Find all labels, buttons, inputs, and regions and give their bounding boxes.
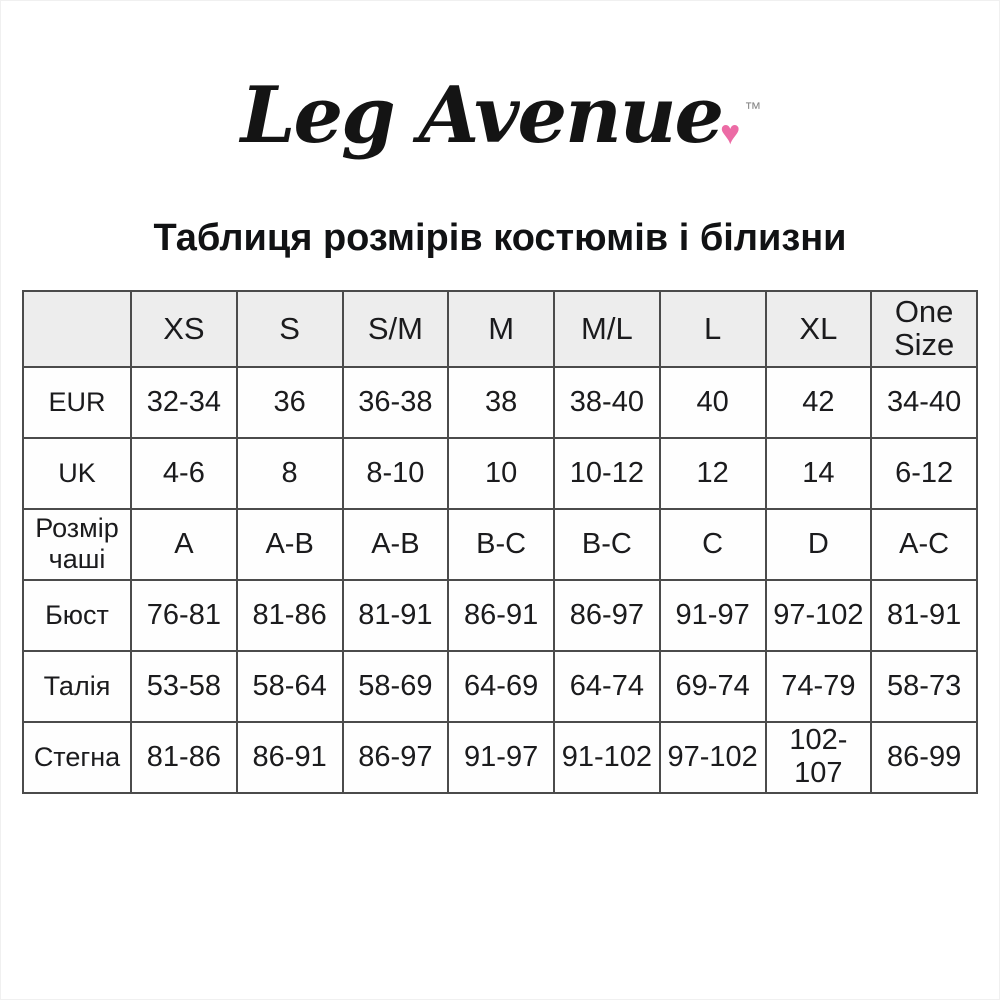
table-cell: B-C [448,509,554,580]
row-label-cell: Стегна [23,722,131,793]
table-cell: 97-102 [766,580,872,651]
table-cell: 86-91 [237,722,343,793]
table-cell: A [131,509,237,580]
table-cell: 10 [448,438,554,509]
table-cell: 6-12 [871,438,977,509]
table-cell: 69-74 [660,651,766,722]
table-cell: 32-34 [131,367,237,438]
table-cell: A-B [343,509,449,580]
table-cell: 38-40 [554,367,660,438]
table-header-cell: XS [131,291,237,367]
table-header-cell: S/M [343,291,449,367]
size-table [22,290,978,794]
table-cell: 40 [660,367,766,438]
table-cell: 91-97 [660,580,766,651]
table-header-cell: One Size [871,291,977,367]
table-header-cell: M/L [554,291,660,367]
table-cell: 12 [660,438,766,509]
table-cell: A-C [871,509,977,580]
row-label-cell: Розмір чаші [23,509,131,580]
table-cell: 36 [237,367,343,438]
table-cell: 38 [448,367,554,438]
table-cell: 64-69 [448,651,554,722]
table-header-cell: XL [766,291,872,367]
table-cell: 34-40 [871,367,977,438]
page-title: Таблиця розмірів костюмів і білизни [153,216,847,259]
table-cell: 58-73 [871,651,977,722]
table-row [23,367,977,438]
table-row [23,509,977,580]
corner-cell [23,291,131,367]
size-table-body [23,367,977,793]
table-cell: 58-64 [237,651,343,722]
table-header-cell: M [448,291,554,367]
table-cell: D [766,509,872,580]
table-row [23,722,977,793]
table-row [23,651,977,722]
header-row [23,291,977,367]
table-header-cell: L [660,291,766,367]
table-cell: 74-79 [766,651,872,722]
table-row [23,438,977,509]
size-table-header [23,291,977,367]
table-cell: 4-6 [131,438,237,509]
row-label-cell: Талія [23,651,131,722]
brand-logo [1,70,999,161]
table-cell: 42 [766,367,872,438]
table-cell: B-C [554,509,660,580]
table-cell: 58-69 [343,651,449,722]
table-cell: 81-86 [131,722,237,793]
table-cell: 8 [237,438,343,509]
table-cell: 81-91 [871,580,977,651]
heart-icon: ♥ [720,114,741,152]
row-label-cell: UK [23,438,131,509]
table-row [23,580,977,651]
table-header-cell: S [237,291,343,367]
trademark-symbol: ™ [744,98,762,118]
table-cell: 14 [766,438,872,509]
table-cell: 81-91 [343,580,449,651]
table-cell: 91-97 [448,722,554,793]
logo-text: Leg Avenue [240,70,723,161]
table-cell: 64-74 [554,651,660,722]
table-cell: 53-58 [131,651,237,722]
table-cell: 86-97 [343,722,449,793]
table-cell: 91-102 [554,722,660,793]
table-cell: 86-91 [448,580,554,651]
table-cell: 10-12 [554,438,660,509]
table-cell: 86-99 [871,722,977,793]
table-cell: 81-86 [237,580,343,651]
table-cell: C [660,509,766,580]
table-cell: 76-81 [131,580,237,651]
table-cell: 97-102 [660,722,766,793]
table-cell: 102-107 [766,722,872,793]
row-label-cell: Бюст [23,580,131,651]
table-cell: 86-97 [554,580,660,651]
table-cell: A-B [237,509,343,580]
table-cell: 8-10 [343,438,449,509]
table-cell: 36-38 [343,367,449,438]
row-label-cell: EUR [23,367,131,438]
